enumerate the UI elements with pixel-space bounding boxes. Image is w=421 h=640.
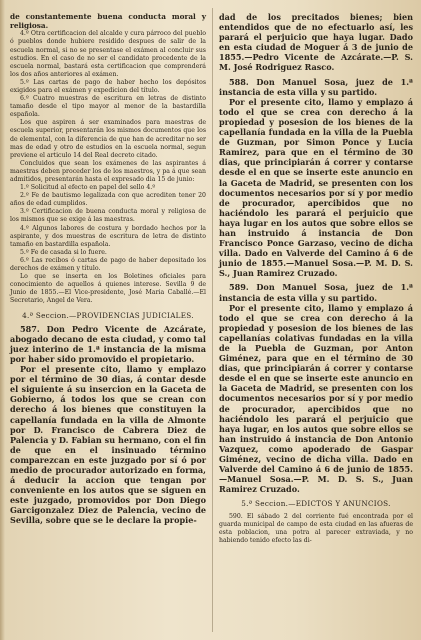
paragraph: 590. El sábado 2 del corriente fué encontrada por el guarda municipal de campo de esta ciudad en las afueras de esta poblacion, una potra al parecer extraviada, y no habiendo tenido efecto las di- [219,512,413,544]
section-heading: 4.ª Seccion.—PROVIDENCIAS JUDICIALES. [22,310,194,320]
paragraph: 5.º Las cartas de pago de haber hecho los depósitos exigidos para el exámen y expedicion del título. [10,78,206,94]
column-divider [212,8,213,632]
notice-title: 589. Don Manuel Sosa, juez de 1.ª instancia de esta villa y su partido. [219,282,413,303]
paragraph: de constantemente buena conducta moral y religiosa. [10,12,206,31]
section-heading: 5.ª Seccion.—EDICTOS Y ANUNCIOS. [241,499,391,509]
paragraph: Por el presente cito, llamo y emplazo á todo el que se crea con derecho á la propiedad y posesion de los bienes de las capellanías colativas fundadas en la villa de la Puebla de Guzman, por Anton Giménez, para que en el término de 30 dias, que principiarán á correr y contarse desde el en que se inserte este anuncio en la Gaceta de Madrid, se presenten con los documentos necesarios por sí y por medio de procurador, apercibidos que no haciéndolo les parará el perjuicio que haya lugar, en los autos que sobre ellos se han instruido á instancia de Don Antonio Vazquez, como apoderado de Gaspar Giménez, vecino de dicha villa. Dado en Valverde del Camino á 6 de junio de 1855.—Manuel Sosa.—P. M. D. S. S., Juan Ramirez Cruzado. [219,302,413,495]
paragraph: Lo que se inserta en los Boletines oficiales para conocimiento de aquellos á quienes interese. Sevilla 9 de Junio de 1855.—El Vice-presidente, José Maria Caballé.—El Secretario, Angel de Vera. [10,273,206,305]
paragraph: 1.º Solicitud al efecto en papel del sello 4.º [20,184,156,192]
paragraph: 6.º Las recibos ó cartas de pago de haber depositado los derechos de exámen y título. [10,256,206,273]
notice-title: 588. Don Manuel Sosa, juez de 1.ª instancia de esta villa y su partido. [219,76,413,97]
paragraph: Los que aspiren á ser examinados para maestras de escuela superior, presentarán los mismos documentos que los de elemental, con la diferencia de que han de acreditar no ser mas de edad y otro de estudios en la escuela normal, segun previene el articulo 14 del Real decreto citado. [10,119,206,159]
left-column [10,12,206,526]
paragraph: Por el presente cito, llamo y emplazo á todo el que se crea con derecho á la propiedad y posesion de los bienes de la capellanía fundada en la villa de la Puebla de Guzman, por Simon Ponce y Lucia Ramirez, para que en el término de 30 dias, que principiarán á correr y contarse desde el en que se inserte este anuncio en la Gaceta de Madrid, se presenten con los documentos necesarios por sí y por medio de procurador, apercibidos que no haciéndolo les parará el perjuicio que haya lugar en los autos que sobre ellos se han instruido á instancia de Don Francisco Ponce Garzaso, vecino de dicha villa. Dado en Valverde del Camino á 6 de junio de 1855.—Manuel Sosa.—P. M. D. S. S., Juan Ramirez Cruzado. [219,96,413,279]
paragraph: Concluidos que sean los exámenes de las aspirantes á maestras deben proceder los de los maestros, y pa á que sean admitidos, presentarán hasta el expresado dia 15 de junio: [10,159,206,183]
paragraph: 3.º Certificacion de buena conducta moral y religiosa de los mismos que se exige á las maestras. [10,208,206,224]
page-binding-shadow [0,0,5,640]
paragraph: 5.º Fe de casada si lo fuere. [20,248,107,256]
paragraph: 4.º Otra certificacion del alcalde y cura párroco del pueblo ó pueblos donde hubiere residido despues de salir de la escuela normal, si no se presentase el exámen al concluir sus estudios. En el caso de no ser el candidato procedente de la escuela normal, bastará esta certificacion que comprenderá los dos años anteriores al exámen. [10,30,206,78]
right-column [219,12,413,545]
paragraph: 4.º Algunos labores de costura y bordado hechos por la aspirante, y dos muestras de escritura de letra de distinto tamaño en bastardilla española. [10,224,206,248]
paragraph: dad de los precitados bienes; bien entendidos que de no efectuarlo así, les parará el perjuicio que haya lugar. Dado en esta ciudad de Moguer á 3 de junio de 1855.—Pedro Vicente de Azcárate.—P. S. M. José Rodriguez Rasco. [219,12,413,73]
paragraph: 6.º Cuatro muestras de escritura en letras de distinto tamaño desde el tipo mayor al menor de la bastardilla española. [10,95,206,119]
paragraph: 2.º Fe de bautismo legalizada con que acrediten tener 20 años de edad cumplidos. [10,192,206,208]
notice-title: 587. Don Pedro Vicente de Azcárate, abogado decano de esta ciudad, y como tal juez interino de 1.ª instancia de la misma por haber sido promovido el propietario. [10,323,206,364]
paragraph: Por el presente cito, llamo y emplazo por el término de 30 dias, á contar desde el siguiente á su insercion en la Gaceta de Gobierno, á todos los que se crean con derecho á los bienes que constituyen la capellanía fundada en la villa de Almonte por D. Francisco de Cabrera Diez de Palencia y D. Fabian su hermano, con el fin de que en el insinuado término comparezcan en este juzgado por sí ó por medio de procurador autorizado en forma, á deducir la accion que tengan por conveniente en los autos que se siguen en este juzgado, promovidos por Don Diego Garcigonzalez Diez de Palencia, vecino de Sevilla, sobre que se le declare la propie- [10,364,206,526]
